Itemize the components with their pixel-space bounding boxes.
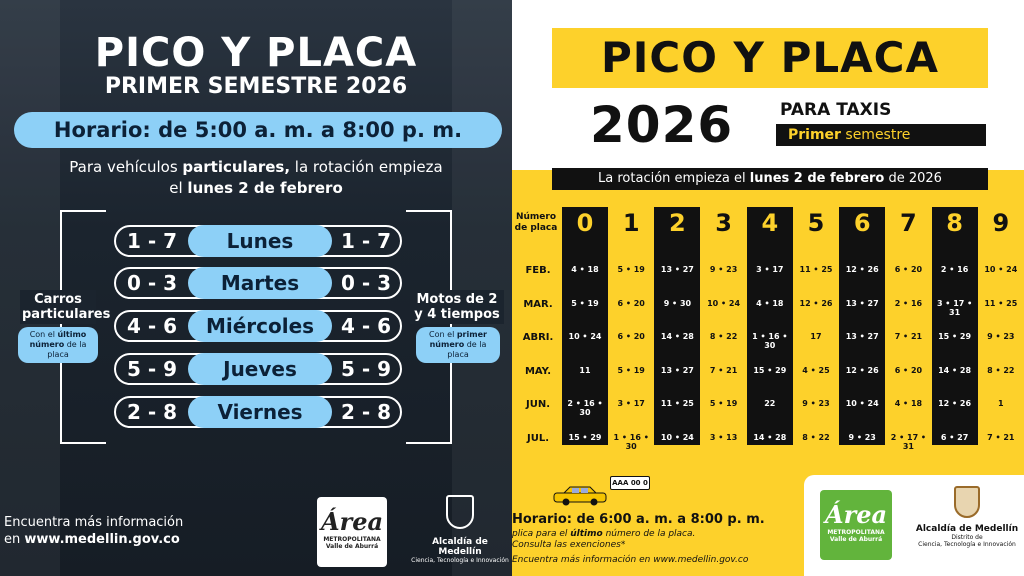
right-year: 2026: [590, 96, 734, 154]
date-cell: 7 • 21: [894, 332, 923, 341]
date-cell: 1 • 16 • 30: [613, 432, 649, 451]
digit-column: [654, 207, 700, 445]
plate-numbers-left: 0 - 3: [126, 271, 178, 295]
date-cell: 13 • 27: [660, 265, 694, 274]
weekday-badge: Martes: [188, 267, 332, 299]
plate-sample: AAA 00 0: [610, 476, 650, 490]
date-cell: 6 • 20: [617, 298, 645, 308]
date-cell: 5 • 19: [617, 365, 645, 375]
area-metropolitana-logo: Área METROPOLITANA Valle de Aburrá: [820, 490, 892, 560]
date-cell: 2 • 16 • 30: [567, 399, 603, 417]
date-cell: 3 • 17: [617, 399, 645, 408]
plate-number-header: Número de placa: [514, 212, 558, 233]
digit-column: [608, 207, 654, 451]
date-cell: 12 • 26: [799, 298, 833, 308]
date-cell: 5 • 19: [709, 399, 738, 408]
right-hours: Horario: de 6:00 a. m. a 8:00 p. m.: [512, 512, 765, 527]
date-cell: 9 • 23: [802, 399, 830, 408]
digit-column: [562, 207, 608, 445]
digit-column: [701, 207, 747, 445]
plate-numbers-right: 2 - 8: [340, 400, 392, 424]
month-label: MAR.: [523, 298, 553, 310]
right-title: PICO Y PLACA: [552, 28, 988, 88]
plate-digit: 7: [900, 209, 917, 237]
month-label: FEB.: [525, 265, 551, 276]
date-cell: 3 • 13: [709, 432, 738, 442]
alcaldia-logo: Alcaldía de Medellín Ciencia, Tecnología e Innovación: [410, 495, 510, 564]
digit-column: [978, 207, 1024, 445]
plate-digit: 3: [715, 209, 732, 237]
date-cell: 10 • 24: [707, 298, 741, 308]
date-cell: 10 • 24: [984, 265, 1018, 274]
area-metropolitana-logo: Área METROPOLITANA Valle de Aburrá: [317, 497, 387, 567]
weekday-badge: Viernes: [188, 396, 332, 428]
plate-numbers-right: 1 - 7: [340, 229, 392, 253]
date-cell: 5 • 19: [617, 265, 645, 274]
date-cell: 7 • 21: [709, 365, 738, 375]
plate-numbers-left: 4 - 6: [126, 314, 178, 338]
digit-column: [839, 207, 885, 445]
plate-numbers-right: 5 - 9: [340, 357, 392, 381]
left-more-info: Encuentra más información en www.medellin.gov.co: [4, 515, 184, 547]
date-cell: 6 • 20: [894, 365, 923, 375]
for-taxis-label: PARA TAXIS: [780, 100, 892, 120]
plate-numbers-right: 4 - 6: [340, 314, 392, 338]
date-cell: 14 • 28: [660, 332, 694, 341]
date-cell: 8 • 22: [987, 365, 1015, 375]
date-cell: 2 • 16: [940, 265, 969, 274]
date-cell: 10 • 24: [845, 399, 879, 408]
month-label: JUN.: [525, 399, 550, 410]
plate-digit: 8: [946, 209, 963, 237]
date-cell: 14 • 28: [938, 365, 972, 375]
date-cell: 11 • 25: [984, 298, 1018, 308]
date-cell: 14 • 28: [753, 432, 787, 442]
month-label: MAY.: [524, 365, 552, 377]
date-cell: 4 • 25: [802, 365, 830, 375]
shield-icon: [446, 495, 474, 529]
date-cell: 22: [764, 399, 776, 408]
motos-label: Motos de 2 y 4 tiempos: [410, 290, 504, 324]
date-cell: 2 • 17 • 31: [890, 432, 927, 451]
schedule-row: [114, 353, 402, 385]
taxi-icon: [552, 484, 608, 506]
date-cell: 4 • 18: [571, 265, 599, 274]
date-cell: 12 • 26: [845, 365, 879, 375]
motos-pill: Con el primer número de la placa: [416, 327, 500, 363]
left-rotation-text: Para vehículos particulares, la rotación empieza el lunes 2 de febrero: [69, 158, 443, 197]
date-cell: 4 • 18: [756, 298, 784, 308]
date-cell: 11 • 25: [799, 265, 833, 274]
plate-digit: 6: [853, 209, 871, 237]
date-cell: 9 • 30: [663, 298, 692, 308]
month-label: ABRI.: [522, 332, 554, 343]
plate-numbers-left: 2 - 8: [126, 400, 178, 424]
date-cell: 6 • 27: [940, 432, 969, 442]
date-cell: 3 • 17: [756, 265, 784, 274]
semester-label: Primer semestre: [776, 124, 986, 146]
right-poster: [512, 0, 1024, 576]
weekday-badge: Miércoles: [188, 310, 332, 342]
date-cell: 12 • 26: [845, 265, 879, 274]
digit-column: [885, 207, 931, 451]
weekday-badge: Lunes: [188, 225, 332, 257]
digit-column: [747, 207, 793, 445]
date-cell: 1 • 16 • 30: [752, 332, 788, 350]
right-more-info: Encuentra más información en www.medellin.gov.co: [512, 555, 749, 565]
plate-numbers-left: 5 - 9: [126, 357, 178, 381]
date-cell: 10 • 24: [660, 432, 694, 442]
date-cell: 2 • 16: [894, 298, 923, 308]
left-title: PICO Y PLACA: [94, 30, 418, 76]
date-cell: 15 • 29: [753, 365, 787, 375]
date-cell: 9 • 23: [709, 265, 738, 274]
date-cell: 12 • 26: [938, 399, 972, 408]
cars-pill: Con el último número de la placa: [18, 327, 98, 363]
plate-digit: 5: [807, 209, 825, 237]
digit-column: [793, 207, 839, 445]
left-subtitle: PRIMER SEMESTRE 2026: [104, 74, 408, 99]
date-cell: 9 • 23: [848, 432, 876, 442]
shield-icon: [954, 486, 980, 518]
schedule-row: [114, 396, 402, 428]
plate-numbers-right: 0 - 3: [340, 271, 392, 295]
schedule-row: [114, 267, 402, 299]
website-link[interactable]: www.medellin.gov.co: [24, 532, 180, 547]
plate-digit: 2: [669, 209, 686, 237]
plate-digit: 0: [576, 209, 594, 237]
date-cell: 11 • 25: [660, 399, 694, 408]
date-cell: 3 • 17 • 31: [936, 298, 973, 317]
right-rotation-text: La rotación empieza el lunes 2 de febrero de 2026: [552, 168, 988, 190]
plate-digit: 9: [992, 209, 1010, 237]
applies-text: plica para el último número de la placa. Consulta las exenciones*: [512, 529, 696, 550]
exemptions-link[interactable]: Consulta las exenciones*: [512, 540, 626, 550]
date-cell: 15 • 29: [568, 432, 602, 442]
schedule-row: [114, 310, 402, 342]
date-cell: 17: [810, 332, 822, 341]
date-cell: 5 • 19: [571, 298, 599, 308]
date-cell: 7 • 21: [987, 432, 1015, 442]
left-hours-badge: Horario: de 5:00 a. m. a 8:00 p. m.: [14, 112, 502, 148]
date-cell: 9 • 23: [987, 332, 1015, 341]
date-cell: 6 • 20: [617, 332, 645, 341]
date-cell: 15 • 29: [938, 332, 972, 341]
alcaldia-logo: Alcaldía de Medellín Distrito de Ciencia, Tecnología e Innovación: [912, 486, 1022, 548]
plate-numbers-left: 1 - 7: [126, 229, 178, 253]
plate-digit: 1: [622, 209, 640, 237]
plate-digit: 4: [761, 209, 779, 237]
date-cell: 4 • 18: [894, 399, 923, 408]
date-cell: 13 • 27: [845, 332, 879, 341]
date-cell: 8 • 22: [709, 332, 738, 341]
date-cell: 13 • 27: [845, 298, 879, 308]
digit-column: [932, 207, 978, 445]
weekday-badge: Jueves: [188, 353, 332, 385]
cars-label: Carros particulares: [22, 292, 111, 322]
date-cell: 6 • 20: [894, 265, 923, 274]
month-label: JUL.: [526, 432, 549, 444]
date-cell: 11: [579, 365, 591, 375]
date-cell: 13 • 27: [660, 365, 694, 375]
date-cell: 10 • 24: [568, 332, 602, 341]
date-cell: 8 • 22: [802, 432, 830, 442]
date-cell: 1: [998, 399, 1004, 408]
schedule-row: [114, 225, 402, 257]
